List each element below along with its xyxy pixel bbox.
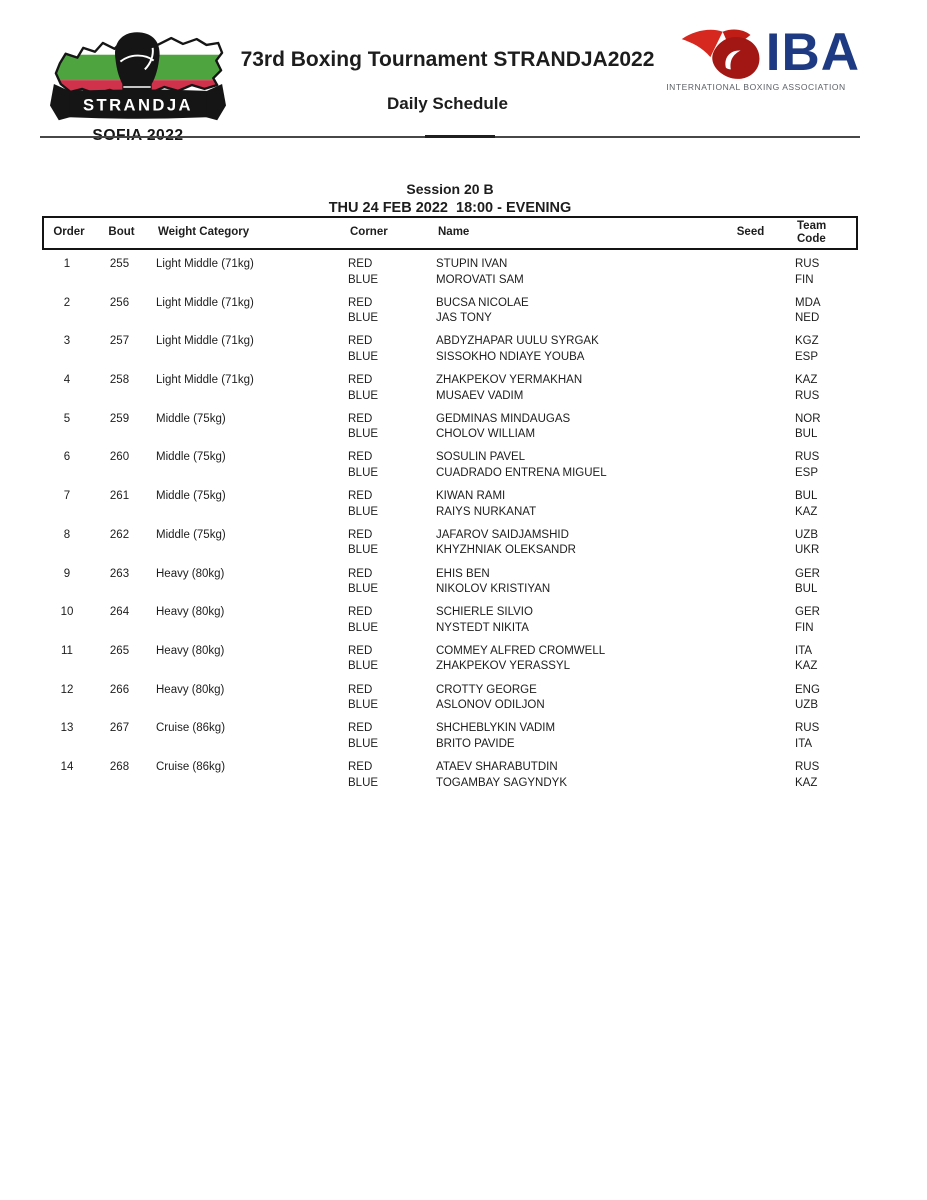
bout-order-number: 1 [63, 258, 71, 270]
bout-order-number: 7 [63, 490, 71, 503]
red-team-code: UZB [795, 528, 818, 541]
red-boxer-name: STUPIN IVAN [436, 258, 508, 270]
red-corner-label: RED [348, 683, 373, 696]
bout-boxer-names [432, 450, 722, 481]
bout-team-codes [775, 412, 858, 443]
red-team-code: RUS [795, 258, 820, 270]
red-team-code: ITA [795, 644, 813, 657]
bout-weight-category: Light Middle (71kg) [156, 374, 254, 387]
blue-corner-label: BLUE [348, 776, 379, 789]
bout-team-codes [775, 605, 858, 636]
bout-weight-category: Heavy (80kg) [156, 683, 225, 696]
blue-boxer-name: BRITO PAVIDE [436, 737, 515, 750]
bout-number: 260 [109, 451, 130, 464]
red-team-code: RUS [795, 760, 820, 773]
bout-number: 258 [109, 374, 130, 387]
table-row [42, 450, 858, 481]
red-boxer-name: JAFAROV SAIDJAMSHID [436, 528, 569, 541]
strandja-sofia-2022-logo [50, 28, 226, 144]
blue-team-code: FIN [795, 621, 814, 634]
bout-number: 255 [109, 258, 130, 270]
red-boxer-name: CROTTY GEORGE [436, 683, 537, 696]
red-corner-label: RED [348, 296, 373, 309]
table-row [42, 296, 858, 327]
red-boxer-name: GEDMINAS MINDAUGAS [436, 412, 571, 425]
bout-order-number: 13 [60, 722, 74, 735]
blue-boxer-name: NIKOLOV KRISTIYAN [436, 583, 551, 596]
bout-boxer-names [432, 567, 722, 598]
bout-number: 261 [109, 490, 130, 503]
red-boxer-name: EHIS BEN [436, 567, 490, 580]
blue-boxer-name: SISSOKHO NDIAYE YOUBA [436, 350, 585, 363]
bout-seeds [722, 760, 775, 791]
blue-corner-label: BLUE [348, 467, 379, 480]
blue-boxer-name: RAIYS NURKANAT [436, 505, 537, 518]
table-row [42, 489, 858, 520]
blue-team-code: KAZ [795, 660, 818, 673]
table-row [42, 644, 858, 675]
bout-number: 268 [109, 760, 130, 773]
bout-seeds [722, 721, 775, 752]
bout-number: 263 [109, 567, 130, 580]
bout-team-codes [775, 567, 858, 598]
bout-seeds [722, 567, 775, 598]
blue-corner-label: BLUE [348, 660, 379, 673]
col-header-bout: Bout [108, 225, 135, 238]
red-team-code: MDA [795, 296, 821, 309]
bout-weight-category: Cruise (86kg) [156, 722, 226, 735]
blue-corner-label: BLUE [348, 544, 379, 557]
red-corner-label: RED [348, 528, 373, 541]
bout-corner-labels [342, 683, 432, 714]
bout-number: 257 [109, 335, 130, 348]
iba-logo [652, 23, 860, 92]
bout-seeds [722, 334, 775, 365]
bout-order-number: 3 [63, 335, 71, 348]
red-team-code: ENG [795, 683, 820, 696]
red-corner-label: RED [348, 451, 373, 464]
table-row [42, 605, 858, 636]
blue-team-code: ESP [795, 467, 819, 480]
bout-seeds [722, 257, 775, 288]
table-row [42, 760, 858, 791]
bout-boxer-names [432, 412, 722, 443]
bout-team-codes [775, 528, 858, 559]
bout-seeds [722, 489, 775, 520]
blue-boxer-name: TOGAMBAY SAGYNDYK [436, 776, 568, 789]
bout-corner-labels [342, 373, 432, 404]
bout-boxer-names [432, 683, 722, 714]
table-row [42, 567, 858, 598]
bout-number: 256 [109, 296, 130, 309]
red-team-code: RUS [795, 451, 820, 464]
blue-team-code: KAZ [795, 776, 818, 789]
schedule-table-body [42, 257, 858, 799]
bout-corner-labels [342, 528, 432, 559]
bout-team-codes [775, 489, 858, 520]
bout-order-number: 4 [63, 374, 71, 387]
bout-boxer-names [432, 296, 722, 327]
table-row [42, 412, 858, 443]
blue-boxer-name: ZHAKPEKOV YERASSYL [436, 660, 571, 673]
bout-order-number: 14 [60, 760, 74, 773]
blue-boxer-name: NYSTEDT NIKITA [436, 621, 529, 634]
bout-order-number: 12 [60, 683, 74, 696]
bout-corner-labels [342, 412, 432, 443]
bout-order-number: 5 [63, 412, 71, 425]
red-corner-label: RED [348, 258, 373, 270]
blue-corner-label: BLUE [348, 389, 379, 402]
bout-seeds [722, 605, 775, 636]
bout-boxer-names [432, 334, 722, 365]
bout-boxer-names [432, 644, 722, 675]
bout-boxer-names [432, 489, 722, 520]
bout-weight-category: Heavy (80kg) [156, 567, 225, 580]
bout-team-codes [775, 644, 858, 675]
red-corner-label: RED [348, 335, 373, 348]
blue-boxer-name: MOROVATI SAM [436, 273, 524, 286]
blue-corner-label: BLUE [348, 428, 379, 441]
bout-order-number: 10 [60, 606, 74, 619]
bout-seeds [722, 528, 775, 559]
bout-weight-category: Heavy (80kg) [156, 606, 225, 619]
bout-order-number: 9 [63, 567, 71, 580]
red-corner-label: RED [348, 490, 373, 503]
blue-team-code: KAZ [795, 505, 818, 518]
red-corner-label: RED [348, 374, 373, 387]
red-team-code: GER [795, 567, 820, 580]
iba-acronym: IBA [765, 23, 860, 82]
bout-number: 267 [109, 722, 130, 735]
title-block [225, 48, 670, 114]
bout-seeds [722, 450, 775, 481]
blue-team-code: UZB [795, 699, 818, 712]
bout-team-codes [775, 450, 858, 481]
bout-boxer-names [432, 760, 722, 791]
table-row [42, 721, 858, 752]
red-corner-label: RED [348, 567, 373, 580]
bout-seeds [722, 644, 775, 675]
bout-weight-category: Cruise (86kg) [156, 760, 226, 773]
page-subtitle: Daily Schedule [387, 94, 508, 113]
red-corner-label: RED [348, 644, 373, 657]
blue-team-code: NED [795, 312, 820, 325]
header-divider-accent [425, 135, 495, 138]
col-header-name: Name [438, 225, 470, 238]
bout-weight-category: Middle (75kg) [156, 490, 226, 503]
bout-number: 259 [109, 412, 130, 425]
bout-seeds [722, 412, 775, 443]
bout-seeds [722, 296, 775, 327]
bout-team-codes [775, 334, 858, 365]
bout-team-codes [775, 373, 858, 404]
red-corner-label: RED [348, 606, 373, 619]
bout-weight-category: Light Middle (71kg) [156, 258, 254, 270]
bout-corner-labels [342, 257, 432, 288]
blue-corner-label: BLUE [348, 312, 379, 325]
bout-order-number: 11 [61, 644, 73, 657]
blue-boxer-name: CUADRADO ENTRENA MIGUEL [436, 467, 607, 480]
bout-team-codes [775, 721, 858, 752]
bout-corner-labels [342, 567, 432, 598]
bout-corner-labels [342, 760, 432, 791]
session-datetime: THU 24 FEB 2022 18:00 - EVENING [328, 200, 572, 216]
header-divider [40, 136, 860, 138]
bout-weight-category: Middle (75kg) [156, 528, 226, 541]
red-corner-label: RED [348, 412, 373, 425]
session-heading [42, 181, 858, 216]
blue-team-code: BUL [795, 583, 818, 596]
bout-weight-category: Middle (75kg) [156, 412, 226, 425]
strandja-banner-text: STRANDJA [83, 95, 193, 115]
col-header-weight-category: Weight Category [158, 225, 250, 238]
bout-corner-labels [342, 721, 432, 752]
blue-corner-label: BLUE [348, 583, 379, 596]
table-row [42, 334, 858, 365]
red-team-code: BUL [795, 490, 818, 503]
blue-team-code: FIN [795, 273, 814, 286]
bout-seeds [722, 683, 775, 714]
bout-corner-labels [342, 334, 432, 365]
red-corner-label: RED [348, 722, 373, 735]
bout-weight-category: Heavy (80kg) [156, 644, 225, 657]
bout-order-number: 2 [63, 296, 71, 309]
blue-team-code: RUS [795, 389, 820, 402]
red-boxer-name: ABDYZHAPAR UULU SYRGAK [436, 335, 599, 348]
bout-corner-labels [342, 605, 432, 636]
bout-team-codes [775, 296, 858, 327]
red-boxer-name: SOSULIN PAVEL [436, 451, 526, 464]
bout-corner-labels [342, 489, 432, 520]
bout-corner-labels [342, 296, 432, 327]
table-row [42, 528, 858, 559]
red-boxer-name: COMMEY ALFRED CROMWELL [436, 644, 606, 657]
red-boxer-name: KIWAN RAMI [436, 490, 506, 503]
bout-team-codes [775, 760, 858, 791]
iba-swoosh-icon [680, 26, 762, 80]
red-boxer-name: ATAEV SHARABUTDIN [436, 760, 558, 773]
blue-corner-label: BLUE [348, 505, 379, 518]
red-boxer-name: ZHAKPEKOV YERMAKHAN [436, 374, 583, 387]
blue-corner-label: BLUE [348, 273, 379, 286]
bout-order-number: 8 [63, 528, 71, 541]
red-team-code: RUS [795, 722, 820, 735]
blue-corner-label: BLUE [348, 350, 379, 363]
red-boxer-name: BUCSA NICOLAE [436, 296, 529, 309]
bout-boxer-names [432, 257, 722, 288]
blue-corner-label: BLUE [348, 699, 379, 712]
red-team-code: GER [795, 606, 820, 619]
bout-corner-labels [342, 644, 432, 675]
bout-weight-category: Middle (75kg) [156, 451, 226, 464]
bout-order-number: 6 [63, 451, 71, 464]
bout-number: 266 [109, 683, 130, 696]
table-row [42, 257, 858, 288]
bout-number: 262 [109, 528, 130, 541]
bout-boxer-names [432, 373, 722, 404]
blue-boxer-name: KHYZHNIAK OLEKSANDR [436, 544, 576, 557]
red-team-code: NOR [795, 412, 821, 425]
bout-boxer-names [432, 605, 722, 636]
blue-boxer-name: CHOLOV WILLIAM [436, 428, 536, 441]
col-header-order: Order [53, 225, 85, 238]
blue-boxer-name: JAS TONY [436, 312, 492, 325]
table-row [42, 373, 858, 404]
session-title: Session 20 B [406, 181, 494, 197]
schedule-table-header [42, 216, 858, 250]
blue-boxer-name: MUSAEV VADIM [436, 389, 524, 402]
red-corner-label: RED [348, 760, 373, 773]
blue-team-code: UKR [795, 544, 820, 557]
bout-team-codes [775, 257, 858, 288]
table-row [42, 683, 858, 714]
red-boxer-name: SCHIERLE SILVIO [436, 606, 533, 619]
bout-team-codes [775, 683, 858, 714]
page-title: 73rd Boxing Tournament STRANDJA2022 [240, 48, 655, 71]
blue-boxer-name: ASLONOV ODILJON [436, 699, 545, 712]
bout-boxer-names [432, 721, 722, 752]
red-boxer-name: SHCHEBLYKIN VADIM [436, 722, 556, 735]
col-header-team-code: Team Code [797, 220, 827, 245]
bout-boxer-names [432, 528, 722, 559]
blue-corner-label: BLUE [348, 621, 379, 634]
red-team-code: KGZ [795, 335, 819, 348]
bout-weight-category: Light Middle (71kg) [156, 296, 254, 309]
blue-team-code: ESP [795, 350, 819, 363]
col-header-seed: Seed [736, 225, 765, 238]
col-header-corner: Corner [350, 225, 388, 238]
bout-weight-category: Light Middle (71kg) [156, 335, 254, 348]
blue-corner-label: BLUE [348, 737, 379, 750]
bout-number: 264 [109, 606, 130, 619]
red-team-code: KAZ [795, 374, 818, 387]
bout-corner-labels [342, 450, 432, 481]
blue-team-code: BUL [795, 428, 818, 441]
bout-number: 265 [109, 644, 130, 657]
bout-seeds [722, 373, 775, 404]
blue-team-code: ITA [795, 737, 813, 750]
iba-full-name: INTERNATIONAL BOXING ASSOCIATION [666, 82, 846, 92]
